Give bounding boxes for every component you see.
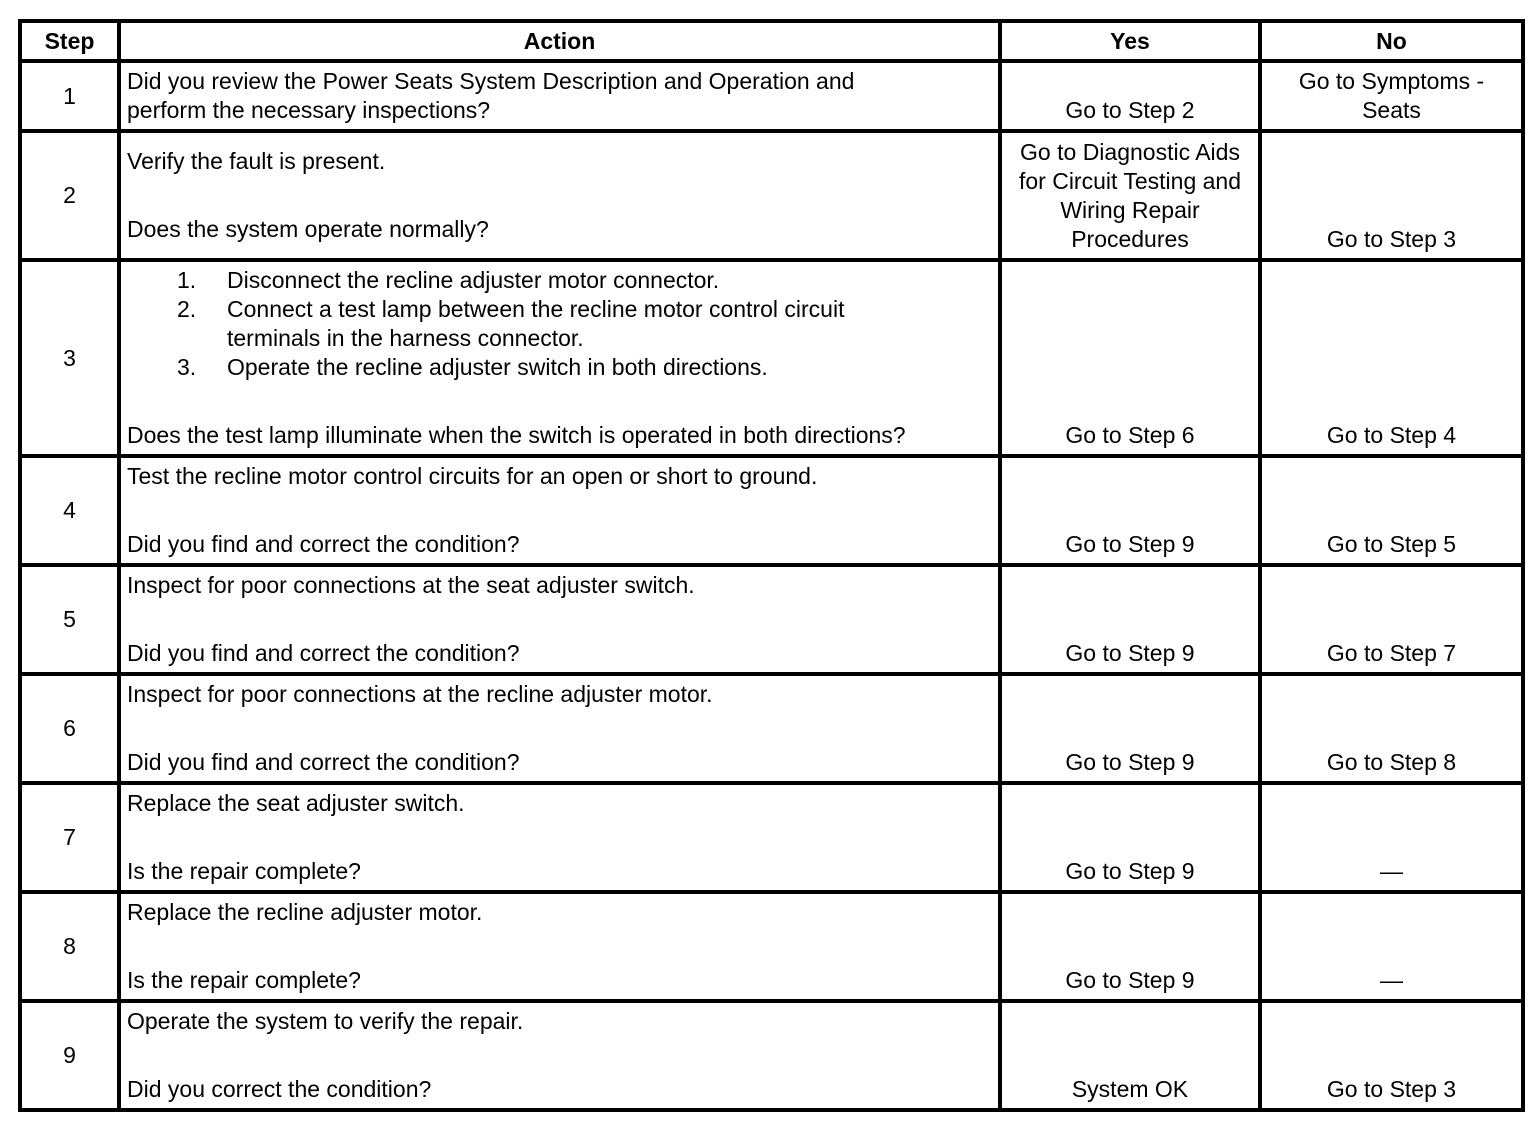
no-result: Go to Step 7 <box>1260 565 1523 674</box>
no-result: Go to Symptoms - Seats <box>1260 61 1523 131</box>
yes-result: System OK <box>1000 1001 1260 1110</box>
no-result: Go to Step 8 <box>1260 674 1523 783</box>
yes-result: Go to Step 2 <box>1000 61 1260 131</box>
table-row <box>20 1001 1523 1110</box>
action-cell <box>119 565 1000 674</box>
table-row <box>20 61 1523 131</box>
action-cell <box>119 456 1000 565</box>
yes-result: Go to Step 9 <box>1000 674 1260 783</box>
header-action: Action <box>119 21 1000 61</box>
action-instruction: Operate the system to verify the repair. <box>127 1008 524 1034</box>
step-number: 7 <box>20 783 119 892</box>
yes-result: Go to Step 9 <box>1000 456 1260 565</box>
action-question: Is the repair complete? <box>127 858 361 884</box>
list-item-text: Operate the recline adjuster switch in both directions. <box>227 354 768 380</box>
action-question: Does the system operate normally? <box>127 216 489 242</box>
list-item <box>127 266 992 295</box>
table-row <box>20 892 1523 1001</box>
step-number: 8 <box>20 892 119 1001</box>
action-question: Did you find and correct the condition? <box>127 531 520 557</box>
action-question: Did you find and correct the condition? <box>127 749 520 775</box>
no-result: Go to Step 4 <box>1260 260 1523 456</box>
list-item-number: 3. <box>177 354 197 380</box>
action-steps-list <box>127 266 992 382</box>
action-question: Did you correct the condition? <box>127 1076 432 1102</box>
table-row <box>20 674 1523 783</box>
list-item-number: 1. <box>177 267 197 293</box>
action-text: Did you review the Power Seats System Description and Operation and <box>127 68 855 94</box>
step-number: 4 <box>20 456 119 565</box>
action-cell <box>119 892 1000 1001</box>
action-instruction: Replace the seat adjuster switch. <box>127 790 465 816</box>
table-row <box>20 565 1523 674</box>
action-cell <box>119 674 1000 783</box>
table-row <box>20 260 1523 456</box>
yes-result: Go to Step 9 <box>1000 565 1260 674</box>
yes-result: Go to Step 9 <box>1000 783 1260 892</box>
no-result: Go to Step 3 <box>1260 1001 1523 1110</box>
header-step: Step <box>20 21 119 61</box>
action-cell <box>119 131 1000 260</box>
list-item-number: 2. <box>177 296 197 322</box>
action-instruction: Test the recline motor control circuits for an open or short to ground. <box>127 463 818 489</box>
yes-result: Go to Diagnostic Aids for Circuit Testing and Wiring Repair Procedures <box>1000 131 1260 260</box>
step-number: 5 <box>20 565 119 674</box>
table-row <box>20 783 1523 892</box>
action-text: perform the necessary inspections? <box>127 97 491 123</box>
action-instruction: Replace the recline adjuster motor. <box>127 899 483 925</box>
action-question: Does the test lamp illuminate when the switch is operated in both directions? <box>127 422 906 448</box>
table-row <box>20 131 1523 260</box>
action-instruction: Inspect for poor connections at the recline adjuster motor. <box>127 681 713 707</box>
table-row <box>20 456 1523 565</box>
list-item <box>127 353 992 382</box>
header-row <box>20 21 1523 61</box>
no-result: Go to Step 5 <box>1260 456 1523 565</box>
list-item <box>127 295 992 353</box>
step-number: 3 <box>20 260 119 456</box>
no-result: — <box>1260 783 1523 892</box>
action-instruction: Inspect for poor connections at the seat adjuster switch. <box>127 572 695 598</box>
action-cell <box>119 783 1000 892</box>
action-cell <box>119 260 1000 456</box>
action-question: Is the repair complete? <box>127 967 361 993</box>
no-result: Go to Step 3 <box>1260 131 1523 260</box>
action-instruction: Verify the fault is present. <box>127 148 386 174</box>
step-number: 6 <box>20 674 119 783</box>
step-number: 1 <box>20 61 119 131</box>
list-item-text: Connect a test lamp between the recline motor control circuit terminals in the harness connector. <box>227 296 845 351</box>
action-cell <box>119 61 1000 131</box>
diagnostic-table <box>18 19 1525 1112</box>
header-no: No <box>1260 21 1523 61</box>
header-yes: Yes <box>1000 21 1260 61</box>
step-number: 2 <box>20 131 119 260</box>
step-number: 9 <box>20 1001 119 1110</box>
action-question: Did you find and correct the condition? <box>127 640 520 666</box>
yes-result: Go to Step 6 <box>1000 260 1260 456</box>
list-item-text: Disconnect the recline adjuster motor connector. <box>227 267 720 293</box>
no-result: — <box>1260 892 1523 1001</box>
yes-result: Go to Step 9 <box>1000 892 1260 1001</box>
action-cell <box>119 1001 1000 1110</box>
